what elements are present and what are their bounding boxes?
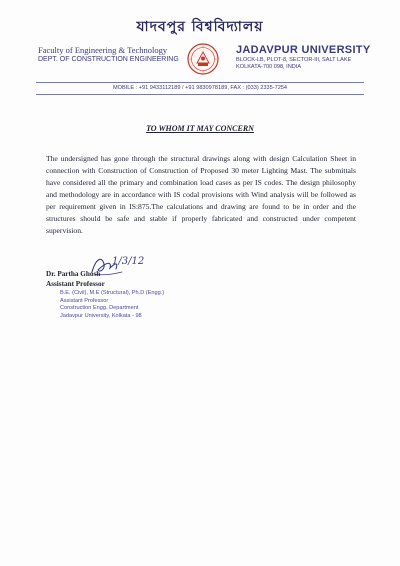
signer-title: Assistant Professor: [46, 279, 105, 288]
contact-line: MOBILE : +91 9433112189 / +91 9830978189, FAX : (033) 2335-7254: [112, 85, 288, 91]
letter-heading: TO WHOM IT MAY CONCERN: [146, 124, 254, 133]
university-name: JADAVPUR UNIVERSITY: [236, 44, 371, 56]
letterhead-divider-bottom: [36, 94, 364, 95]
university-seal-logo: [187, 43, 219, 75]
faculty-block: [38, 45, 179, 64]
stamp-department: Construction Engg. Department: [60, 305, 139, 311]
department-name: DEPT. OF CONSTRUCTION ENGINEERING: [38, 56, 179, 63]
university-name-bengali: যাদবপুর বিশ্ববিদ্যালয়: [136, 19, 264, 35]
stamp-qualifications: B.E. (Civil), M.E (Structural), Ph.D (Engg.): [60, 290, 165, 296]
letter-body: The undersigned has gone through the structural drawings along with design Calculation Sheet in connection with Construction of Construction of Proposed 30 meter Lighting Mast. The submittals have considered all the primary and combination load cases as per IS codes. The design philosophy and methodology are in accordance with IS codal provisions with Wind analysis will be followed as per requirement given in IS:875.The calculations and drawing are found to be in order and the structures should be safe and stable if properly fabricated and constructed under competent supervision.: [46, 154, 356, 235]
signer-block: [46, 270, 105, 289]
address-line-1: BLOCK-LB, PLOT-8, SECTOR-III, SALT LAKE: [236, 57, 352, 63]
address-line-2: KOLKATA-700 098, INDIA: [236, 64, 302, 70]
signature-date: 1/3/12: [112, 256, 145, 267]
faculty-name: Faculty of Engineering & Technology: [38, 45, 168, 55]
letterhead-divider-top: [36, 82, 364, 83]
signer-name: Dr. Partha Ghosh: [46, 270, 101, 278]
official-stamp: [60, 290, 164, 320]
university-block: [236, 44, 370, 71]
stamp-university: Jadavpur University, Kolkata - 98: [60, 312, 142, 319]
stamp-designation: Assistant Professor: [60, 297, 109, 304]
